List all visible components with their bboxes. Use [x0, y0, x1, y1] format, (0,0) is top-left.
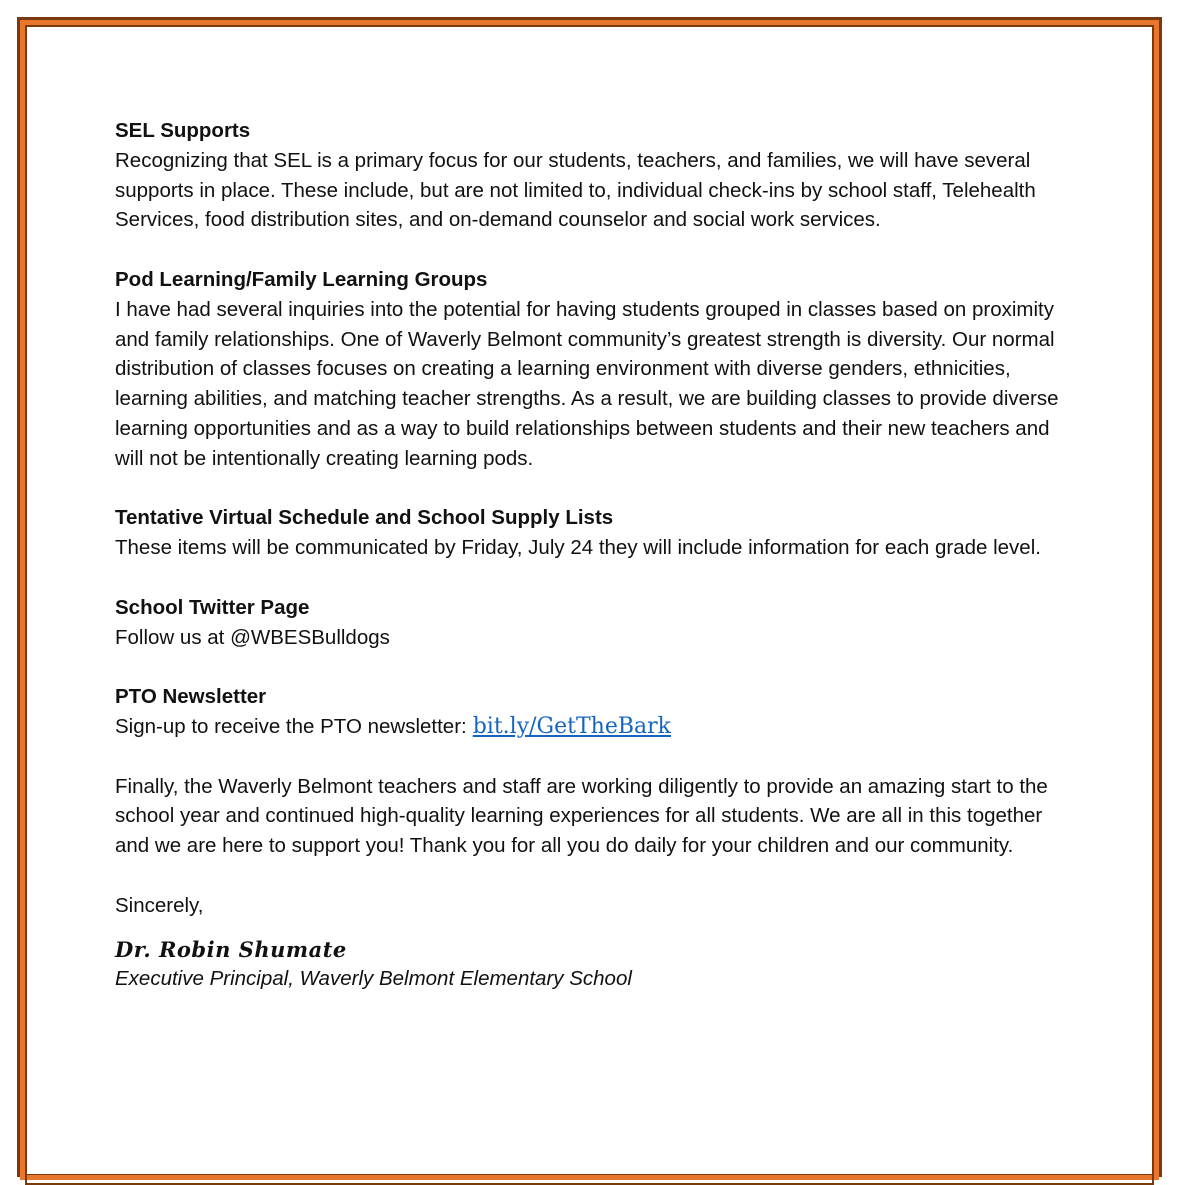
section-pod-learning [115, 265, 1075, 474]
salutation-block [115, 891, 1075, 921]
section-paragraph: I have had several inquiries into the potential for having students grouped in classes based on proximity and family relationships. One of Waverly Belmont community’s greatest strength is diversity. Our normal distribution of classes focuses on creating a learning environment with diverse genders, ethnicities, learning abilities, and matching teacher strengths. As a result, we are building classes to provide diverse learning opportunities and as a way to build relationships between students and their new teachers and will not be intentionally creating learning pods. [115, 297, 1059, 470]
section-heading: Pod Learning/Family Learning Groups [115, 267, 488, 291]
section-pto-newsletter [115, 682, 1075, 742]
section-twitter [115, 593, 1075, 653]
salutation: Sincerely, [115, 893, 204, 917]
section-heading: Tentative Virtual Schedule and School Supply Lists [115, 506, 614, 530]
section-virtual-schedule [115, 503, 1075, 563]
section-heading: PTO Newsletter [115, 685, 267, 709]
section-sel-supports [115, 116, 1075, 235]
section-paragraph: Follow us at @WBESBulldogs [115, 625, 390, 649]
letter-body [115, 116, 1075, 994]
signature: Dr. Robin Shumate [115, 936, 347, 962]
pto-signup-text: Sign-up to receive the PTO newsletter: [115, 714, 467, 738]
section-paragraph: Recognizing that SEL is a primary focus for our students, teachers, and families, we will have several supports in place. These include, but are not limited to, individual check-ins by school staff, Telehealth Services, food distribution sites, and on-demand counselor and social work services. [115, 148, 1036, 232]
section-paragraph: These items will be communicated by Friday, July 24 they will include information for each grade level. [115, 536, 1041, 560]
closing-paragraph: Finally, the Waverly Belmont teachers and staff are working diligently to provide an amazing start to the school year and continued high-quality learning experiences for all students. We are all in this together and we are here to support you! Thank you for all you do daily for your children and our community. [115, 774, 1048, 858]
signer-title: Executive Principal, Waverly Belmont Elementary School [115, 967, 632, 991]
section-heading: School Twitter Page [115, 595, 310, 619]
closing-paragraph-block [115, 772, 1075, 861]
section-heading: SEL Supports [115, 119, 251, 142]
pto-signup-line [115, 712, 1075, 742]
pto-newsletter-link[interactable]: bit.ly/GetTheBark [472, 713, 671, 739]
signature-block [115, 935, 1075, 995]
